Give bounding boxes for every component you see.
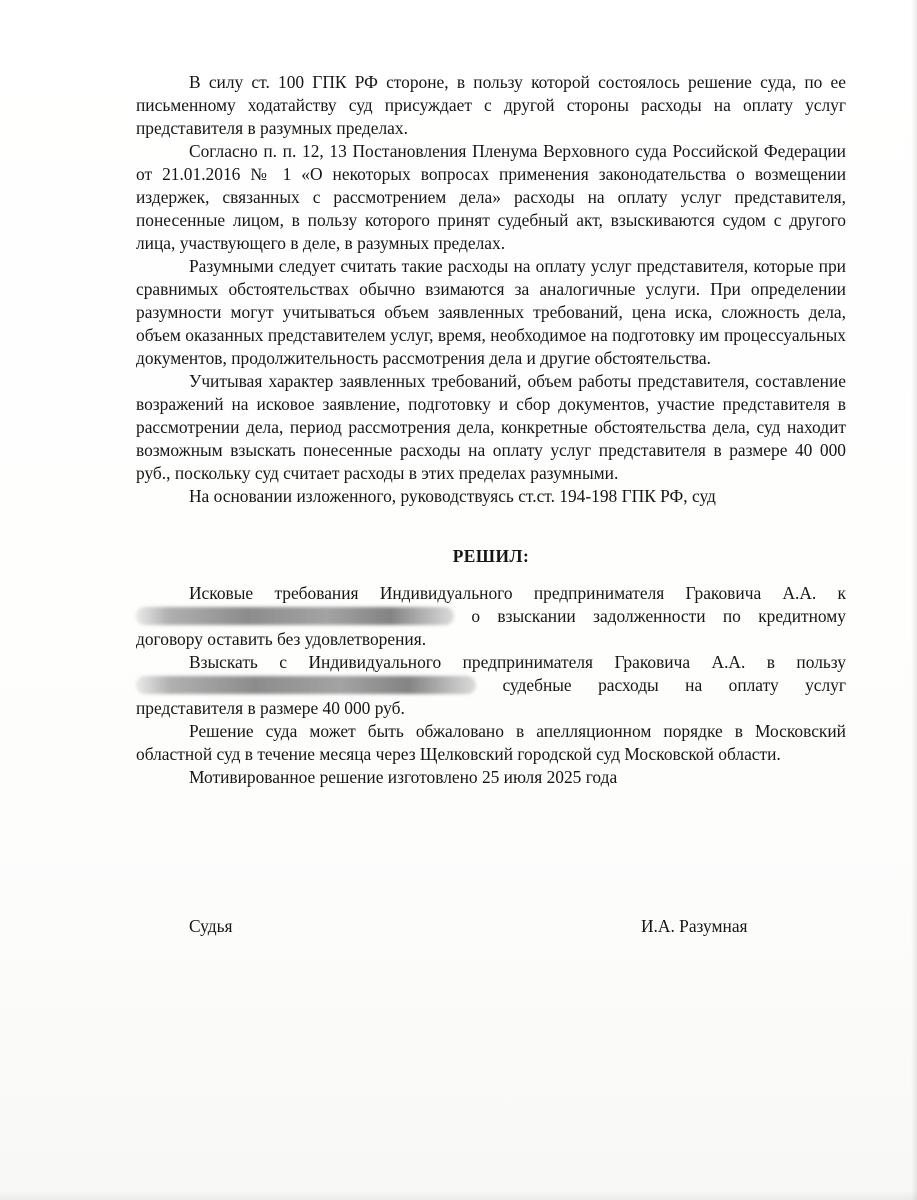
paragraph-considering-nature: Учитывая характер заявленных требований, объем работы представителя, составление возражений на исковое заявление, подготовку и сбор документов, участие представителя в рассмотрении дела, период рассмотрения дела, конкретные обстоятельства дела, суд находит возможным взыскать понесенные расходы на оплату услуг представителя в размере 40 000 руб., поскольку суд считает расходы в этих пределах разумными. (136, 371, 846, 483)
decision-claims-start: Исковые требования Индивидуального предпринимателя Граковича А.А. к (189, 583, 846, 603)
decision-claims-end: о взыскании задолженности по кредитному договору оставить без удовлетворения. (136, 606, 846, 649)
page-edge-shadow-right (911, 0, 917, 1200)
decision-paragraph-reasoned-date: Мотивированное решение изготовлено 25 июля 2025 года (189, 767, 618, 787)
signature-judge-name: И.А. Разумная (641, 916, 748, 936)
signature-block (136, 915, 846, 939)
decision-recover-start: Взыскать с Индивидуального предпринимателя Граковича А.А. в пользу (189, 652, 846, 672)
decision-heading: РЕШИЛ: (452, 546, 530, 566)
decision-paragraph-recover (136, 651, 846, 720)
document-body (136, 71, 846, 936)
signature-label: Судья (189, 916, 233, 936)
redacted-defendant-name (136, 607, 454, 625)
page-edge-shadow-bottom (0, 1190, 917, 1200)
redacted-beneficiary-name (136, 676, 476, 694)
paragraph-plenum-resolution: Согласно п. п. 12, 13 Постановления Пленума Верховного суда Российской Федерации от 21.01.2016 № 1 «О некоторых вопросах применения законодательства о возмещении издержек, связанных с рассмотрением дела» расходы на оплату услуг представителя, понесенные лицом, в пользу которого принят судебный акт, взыскиваются судом с другого лица, участвующего в деле, в разумных пределах. (136, 141, 846, 253)
paragraph-article-100: В силу ст. 100 ГПК РФ стороне, в пользу которой состоялось решение суда, по ее письменному ходатайству суд присуждает с другой стороны расходы на оплату услуг представителя в разумных пределах. (136, 72, 846, 138)
decision-paragraph-appeal: Решение суда может быть обжаловано в апелляционном порядке в Московский областной суд в течение месяца через Щелковский городской суд Московской области. (136, 721, 846, 764)
decision-recover-end: судебные расходы на оплату услуг представителя в размере 40 000 руб. (136, 675, 846, 718)
decision-paragraph-claims (136, 582, 846, 651)
paragraph-reasonable-expenses: Разумными следует считать такие расходы на оплату услуг представителя, которые при сравнимых обстоятельствах обычно взимаются за аналогичные услуги. При определении разумности могут учитываться объем заявленных требований, цена иска, сложность дела, объем оказанных представителем услуг, время, необходимое на подготовку им процессуальных документов, продолжительность рассмотрения дела и другие обстоятельства. (136, 256, 846, 368)
paragraph-on-the-basis: На основании изложенного, руководствуясь ст.ст. 194-198 ГПК РФ, суд (189, 486, 716, 506)
